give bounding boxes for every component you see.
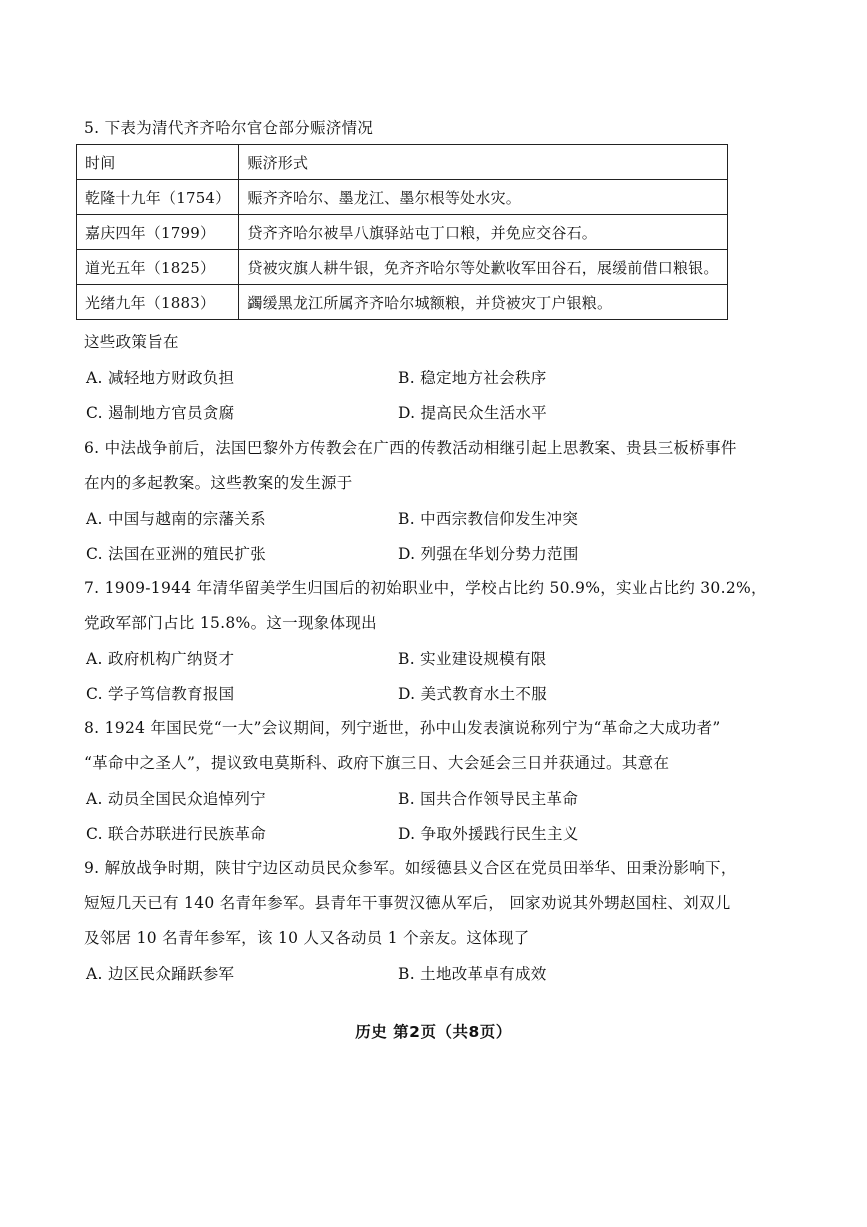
table-row <box>77 285 728 320</box>
q8-stem-line-2: “革命中之圣人”，提议致电莫斯科、政府下旗三日、大会延会三日并获通过。其意在 <box>84 754 670 772</box>
q9-stem-line-1: 9. 解放战争时期，陕甘宁边区动员民众参军。如绥德县义合区在党员田举华、田秉汾影响下， <box>84 859 737 877</box>
row-relief: 赈齐齐哈尔、墨龙江、墨尔根等处水灾。 <box>239 180 727 215</box>
q6-stem-line-2: 在内的多起教案。这些教案的发生源于 <box>84 474 353 492</box>
q5-question: 这些政策旨在 <box>84 333 179 351</box>
q6-option-d: D. 列强在华划分势力范围 <box>398 545 579 563</box>
q5-option-a: A. 减轻地方财政负担 <box>86 369 235 387</box>
q9-option-a: A. 边区民众踊跃参军 <box>86 965 235 983</box>
q9-stem-line-3: 及邻居 10 名青年参军，该 10 人又各动员 1 个亲友。这体现了 <box>84 929 530 947</box>
row-time: 道光五年（1825） <box>77 250 239 285</box>
header-relief-form: 赈济形式 <box>239 145 727 180</box>
table-header-row <box>77 145 728 180</box>
q8-option-a: A. 动员全国民众追悼列宁 <box>86 790 266 808</box>
q8-option-c: C. 联合苏联进行民族革命 <box>86 825 267 843</box>
q7-stem-line-1: 7. 1909-1944 年清华留美学生归国后的初始职业中，学校占比约 50.9%，实业占比约 30.2%， <box>84 579 767 597</box>
q7-option-d: D. 美式教育水土不服 <box>398 685 548 703</box>
q9-stem-line-2: 短短几天已有 140 名青年参军。县青年干事贺汉德从军后， 回家劝说其外甥赵国柱、刘双儿 <box>84 894 731 912</box>
row-relief: 蠲缓黑龙江所属齐齐哈尔城额粮，并贷被灾丁户银粮。 <box>239 285 727 320</box>
q8-stem-line-1: 8. 1924 年国民党“一大”会议期间，列宁逝世，孙中山发表演说称列宁为“革命之大成功者” <box>84 719 721 737</box>
q6-stem-line-1: 6. 中法战争前后，法国巴黎外方传教会在广西的传教活动相继引起上思教案、贵县三板桥事件 <box>84 439 737 457</box>
q8-option-d: D. 争取外援践行民生主义 <box>398 825 579 843</box>
q7-option-c: C. 学子笃信教育报国 <box>86 685 235 703</box>
q5-option-c: C. 遏制地方官员贪腐 <box>86 404 235 422</box>
row-relief: 贷齐齐哈尔被旱八旗驿站屯丁口粮，并免应交谷石。 <box>239 215 727 250</box>
q5-option-d: D. 提高民众生活水平 <box>398 404 548 422</box>
row-time: 光绪九年（1883） <box>77 285 239 320</box>
q5-option-b: B. 稳定地方社会秩序 <box>398 369 547 387</box>
q7-option-b: B. 实业建设规模有限 <box>398 650 547 668</box>
q9-option-b: B. 土地改革卓有成效 <box>398 965 547 983</box>
row-time: 乾隆十九年（1754） <box>77 180 239 215</box>
table-row <box>77 250 728 285</box>
header-time: 时间 <box>77 145 239 180</box>
q6-option-b: B. 中西宗教信仰发生冲突 <box>398 510 579 528</box>
row-relief: 贷被灾旗人耕牛银，免齐齐哈尔等处歉收军田谷石，展缓前借口粮银。 <box>239 250 727 285</box>
row-time: 嘉庆四年（1799） <box>77 215 239 250</box>
q7-option-a: A. 政府机构广纳贤才 <box>86 650 235 668</box>
table-row <box>77 215 728 250</box>
q5-stem: 5. 下表为清代齐齐哈尔官仓部分赈济情况 <box>84 119 374 137</box>
page-footer: 历史 第2页（共8页） <box>355 1023 512 1041</box>
q7-stem-line-2: 党政军部门占比 15.8%。这一现象体现出 <box>84 614 377 632</box>
q6-option-c: C. 法国在亚洲的殖民扩张 <box>86 545 267 563</box>
q6-option-a: A. 中国与越南的宗藩关系 <box>86 510 266 528</box>
relief-table <box>76 144 728 320</box>
table-row <box>77 180 728 215</box>
q8-option-b: B. 国共合作领导民主革命 <box>398 790 579 808</box>
